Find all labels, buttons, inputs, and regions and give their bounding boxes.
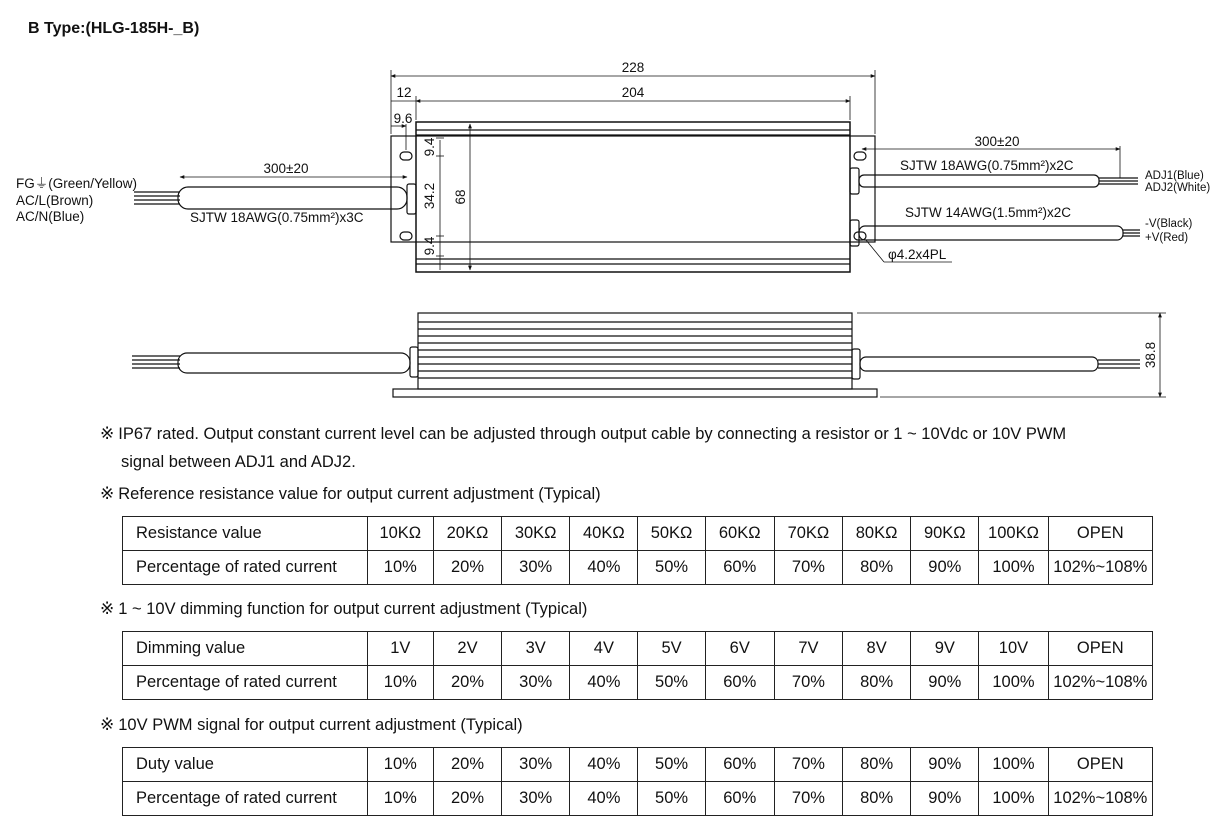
ip67-note-line2: signal between ADJ1 and ADJ2. — [121, 453, 356, 471]
row-label: Percentage of rated current — [123, 551, 368, 585]
row-label: Percentage of rated current — [123, 782, 368, 816]
table-cell: 60KΩ — [705, 517, 774, 551]
table-cell: 50% — [638, 782, 705, 816]
table-cell: 60% — [705, 748, 774, 782]
table-cell: OPEN — [1048, 517, 1152, 551]
table-cell: 100KΩ — [979, 517, 1048, 551]
adj-cable-gland — [850, 168, 859, 194]
table-cell: 30% — [502, 551, 570, 585]
input-cable — [178, 187, 407, 209]
note-mark: ※ — [100, 424, 115, 443]
table-cell: 10% — [367, 748, 433, 782]
side-view — [132, 313, 1166, 397]
table-cell: 20% — [433, 748, 501, 782]
table-row — [123, 748, 1153, 782]
table-cell: 10% — [367, 551, 433, 585]
table-row — [123, 666, 1153, 700]
table-cell: 80% — [843, 748, 911, 782]
table-cell: 60% — [705, 782, 774, 816]
table-cell: 100% — [979, 748, 1048, 782]
table-row — [123, 782, 1153, 816]
pwm-heading-text: 10V PWM signal for output current adjustment (Typical) — [118, 716, 523, 734]
table-cell: 8V — [843, 632, 911, 666]
table-cell: 102%~108% — [1048, 666, 1152, 700]
page-title: B Type:(HLG-185H-_B) — [28, 20, 200, 37]
table-cell: 20% — [433, 666, 501, 700]
row-label: Duty value — [123, 748, 368, 782]
table-cell: 40% — [570, 748, 638, 782]
table-cell: 10% — [367, 782, 433, 816]
pwm-heading — [100, 710, 523, 740]
table-row — [123, 551, 1153, 585]
table-cell: 70% — [774, 666, 842, 700]
table-cell: 20KΩ — [433, 517, 501, 551]
output-cable — [859, 226, 1123, 240]
table-cell: 90% — [911, 782, 979, 816]
dim-body-length: 204 — [621, 85, 645, 100]
input-cable-length: 300±20 — [263, 161, 309, 176]
output-cable1-spec: SJTW 18AWG(0.75mm²)x2C — [900, 158, 1074, 173]
resistance-heading — [100, 479, 601, 509]
input-cable-gland — [407, 184, 416, 214]
dim-overall-length: 228 — [621, 60, 645, 75]
pwm-table — [122, 747, 1153, 816]
dim-mount-spacing: 34.2 — [422, 182, 437, 210]
mount-hole — [400, 152, 412, 160]
dimming-heading-text: 1 ~ 10V dimming function for output current adjustment (Typical) — [118, 600, 588, 618]
ip67-note — [100, 419, 1066, 449]
table-cell: 90% — [911, 666, 979, 700]
table-row — [123, 517, 1153, 551]
resistance-heading-text: Reference resistance value for output current adjustment (Typical) — [118, 485, 601, 503]
table-cell: 100% — [979, 782, 1048, 816]
row-label: Percentage of rated current — [123, 666, 368, 700]
table-cell: 70KΩ — [774, 517, 842, 551]
table-cell: 80KΩ — [843, 517, 911, 551]
mounting-flange — [391, 136, 875, 242]
table-cell: 3V — [502, 632, 570, 666]
table-cell: 40% — [570, 782, 638, 816]
table-cell: 10% — [367, 666, 433, 700]
table-cell: 10V — [979, 632, 1048, 666]
note-mark: ※ — [100, 715, 115, 734]
table-cell: 50% — [638, 666, 705, 700]
table-cell: 40KΩ — [570, 517, 638, 551]
adj-cable — [859, 175, 1099, 187]
case-body — [416, 122, 850, 272]
table-cell: 20% — [433, 551, 501, 585]
table-cell: 30% — [502, 666, 570, 700]
table-cell: 50% — [638, 748, 705, 782]
output-cable-length: 300±20 — [974, 134, 1020, 149]
dim-end-offset: 12 — [396, 85, 412, 100]
input-wire-fg: FG⏚(Green/Yellow) — [16, 176, 138, 191]
table-cell: 100% — [979, 551, 1048, 585]
table-cell: 30% — [502, 748, 570, 782]
table-cell: 60% — [705, 551, 774, 585]
table-cell: 10KΩ — [367, 517, 433, 551]
table-cell: 70% — [774, 748, 842, 782]
table-cell: 90% — [911, 748, 979, 782]
table-cell: OPEN — [1048, 632, 1152, 666]
table-cell: 90% — [911, 551, 979, 585]
dim-hole-offset: 9.6 — [393, 111, 413, 126]
row-label: Dimming value — [123, 632, 368, 666]
row-label: Resistance value — [123, 517, 368, 551]
table-cell: 50% — [638, 551, 705, 585]
output-cable2-spec: SJTW 14AWG(1.5mm²)x2C — [905, 205, 1072, 220]
dim-width: 68 — [453, 189, 468, 205]
table-cell: 9V — [911, 632, 979, 666]
note-mark: ※ — [100, 599, 115, 618]
adj-wire-1: ADJ1(Blue) — [1145, 170, 1204, 182]
table-cell: 5V — [638, 632, 705, 666]
table-cell: OPEN — [1048, 748, 1152, 782]
input-wire-n: AC/N(Blue) — [16, 209, 85, 224]
table-row — [123, 632, 1153, 666]
table-cell: 80% — [843, 782, 911, 816]
dimming-table — [122, 631, 1153, 700]
input-wire-l: AC/L(Brown) — [16, 193, 94, 208]
table-cell: 102%~108% — [1048, 782, 1152, 816]
input-cable-spec: SJTW 18AWG(0.75mm²)x3C — [190, 210, 364, 225]
table-cell: 80% — [843, 666, 911, 700]
output-wire-pos: +V(Red) — [1145, 232, 1189, 244]
dim-hole-spacing-bottom: 9.4 — [422, 236, 437, 256]
table-cell: 2V — [433, 632, 501, 666]
side-flange — [393, 389, 877, 397]
dimming-heading — [100, 594, 587, 624]
table-cell: 1V — [367, 632, 433, 666]
note-mark: ※ — [100, 484, 115, 503]
table-cell: 60% — [705, 666, 774, 700]
ip67-note-line1: IP67 rated. Output constant current level can be adjusted through output cable by connecting a resistor or 1 ~ 10Vdc or 10V PWM — [118, 425, 1067, 443]
table-cell: 70% — [774, 782, 842, 816]
dim-hole-spacing-top: 9.4 — [422, 137, 437, 157]
table-cell: 100% — [979, 666, 1048, 700]
table-cell: 90KΩ — [911, 517, 979, 551]
table-cell: 4V — [570, 632, 638, 666]
table-cell: 30% — [502, 782, 570, 816]
output-wire-neg: -V(Black) — [1145, 218, 1193, 230]
resistance-table — [122, 516, 1153, 585]
table-cell: 6V — [705, 632, 774, 666]
table-cell: 40% — [570, 666, 638, 700]
table-cell: 80% — [843, 551, 911, 585]
table-cell: 70% — [774, 551, 842, 585]
table-cell: 50KΩ — [638, 517, 705, 551]
mount-hole — [400, 232, 412, 240]
table-cell: 30KΩ — [502, 517, 570, 551]
table-cell: 7V — [774, 632, 842, 666]
table-cell: 20% — [433, 782, 501, 816]
table-cell: 40% — [570, 551, 638, 585]
adj-wire-2: ADJ2(White) — [1145, 182, 1211, 194]
table-cell: 102%~108% — [1048, 551, 1152, 585]
dim-height: 38.8 — [1143, 341, 1158, 369]
mount-hole — [854, 152, 866, 160]
mount-hole — [854, 232, 866, 240]
mount-hole-label: φ4.2x4PL — [888, 247, 947, 262]
